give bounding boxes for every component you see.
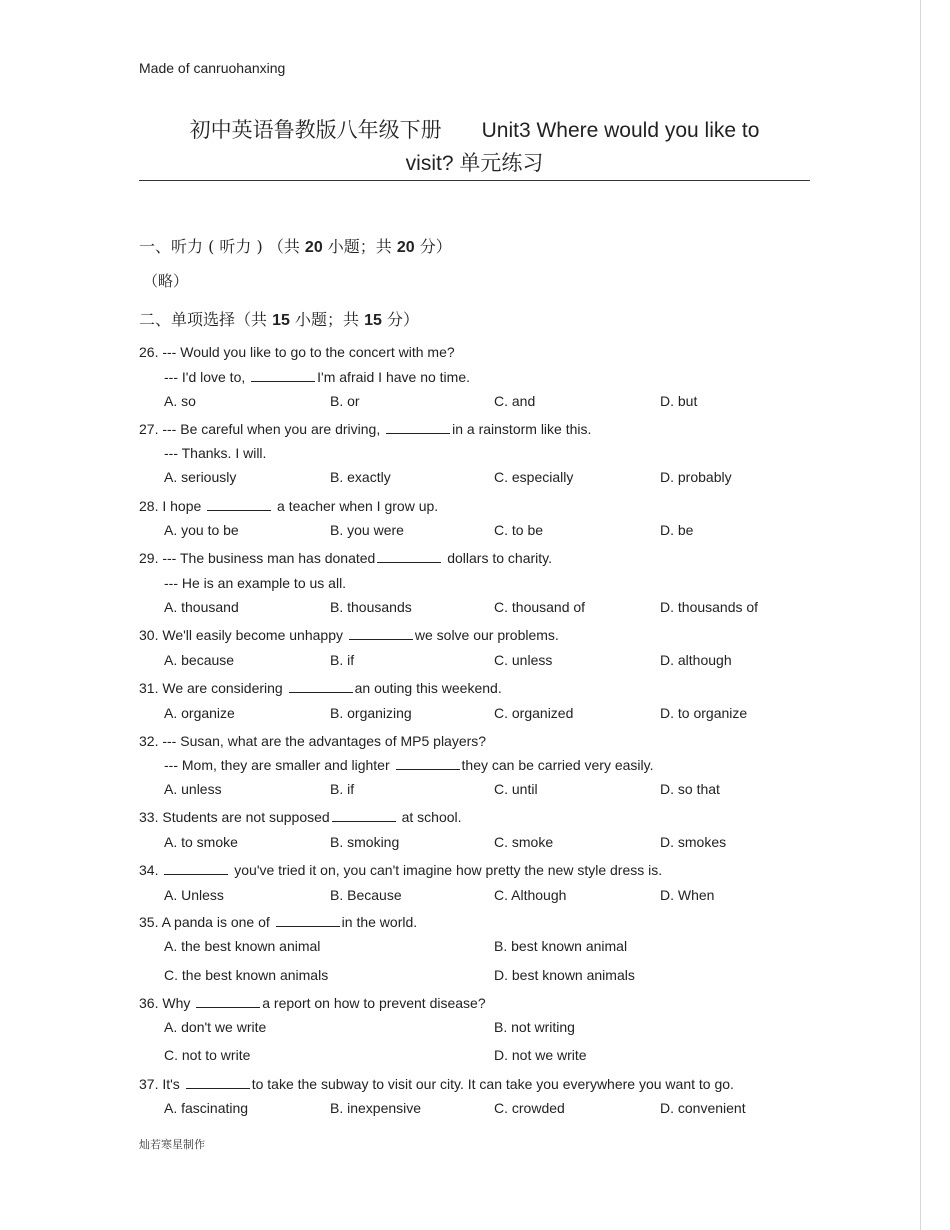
option: B. exactly (330, 469, 391, 485)
option: C. Although (494, 887, 567, 903)
answer-blank (276, 914, 340, 927)
title-en: Unit3 Where would you like to (481, 119, 760, 142)
option: A. to smoke (164, 834, 238, 850)
question-35: 35. A panda is one of in the world. (139, 914, 418, 930)
option: B. inexpensive (330, 1100, 422, 1116)
answer-blank (396, 757, 460, 770)
option: B. or (330, 393, 360, 409)
option: B. if (330, 652, 355, 668)
title-line2: visit? 单元练习 (405, 152, 544, 175)
question-37: 37. It's to take the subway to visit our city. It can take you everywhere you want to go. (139, 1076, 734, 1092)
option: D. convenient (660, 1100, 746, 1116)
page-edge (920, 0, 921, 1230)
option: A. because (164, 652, 235, 668)
answer-blank (349, 627, 413, 640)
option: A. fascinating (164, 1100, 249, 1116)
option: B. best known animal (494, 938, 628, 954)
question-29: 29. --- The business man has donated dollars to charity. (139, 550, 552, 566)
question-33: 33. Students are not supposed at school. (139, 809, 462, 825)
question-36: 36. Why a report on how to prevent disease? (139, 995, 486, 1011)
question-27-reply: --- Thanks. I will. (164, 445, 267, 461)
question-28: 28. I hope a teacher when I grow up. (139, 498, 439, 514)
section-2-heading: 二、单项选择（共 15 小题；共 15 分） (139, 310, 419, 329)
question-32-reply: --- Mom, they are smaller and lighter they can be carried very easily. (164, 757, 654, 773)
option: B. organizing (330, 705, 412, 721)
question-29-reply: --- He is an example to us all. (164, 575, 347, 591)
option: D. so that (660, 781, 720, 797)
option: A. Unless (164, 887, 224, 903)
question-26-reply: --- I'd love to, I'm afraid I have no time. (164, 369, 471, 385)
option: A. seriously (164, 469, 237, 485)
option: A. so (164, 393, 196, 409)
answer-blank (377, 550, 441, 563)
option: C. especially (494, 469, 574, 485)
answer-blank (251, 369, 315, 382)
answer-blank (207, 498, 271, 511)
option: D. When (660, 887, 715, 903)
option: C. smoke (494, 834, 554, 850)
title-rule (139, 180, 810, 181)
option: D. although (660, 652, 732, 668)
title-cn: 初中英语鲁教版八年级下册 (189, 119, 442, 142)
option: C. crowded (494, 1100, 565, 1116)
option: D. be (660, 522, 694, 538)
question-34: 34. you've tried it on, you can't imagine how pretty the new style dress is. (139, 862, 663, 878)
answer-blank (289, 680, 353, 693)
option: C. not to write (164, 1047, 251, 1063)
option: B. if (330, 781, 355, 797)
answer-blank (196, 995, 260, 1008)
option: B. smoking (330, 834, 400, 850)
option: D. to organize (660, 705, 748, 721)
section-1-heading: 一、听力 ( 听力 ) （共 20 小题；共 20 分） (139, 237, 452, 256)
option: B. thousands (330, 599, 412, 615)
option: B. you were (330, 522, 404, 538)
option: C. and (494, 393, 536, 409)
option: D. but (660, 393, 698, 409)
header-text: Made of canruohanxing (139, 60, 286, 76)
answer-blank (164, 862, 228, 875)
option: B. not writing (494, 1019, 575, 1035)
question-30: 30. We'll easily become unhappy we solve our problems. (139, 627, 559, 643)
option: B. Because (330, 887, 402, 903)
question-27: 27. --- Be careful when you are driving, in a rainstorm like this. (139, 421, 592, 437)
option: C. unless (494, 652, 553, 668)
option: A. the best known animal (164, 938, 321, 954)
option: D. probably (660, 469, 732, 485)
option: D. smokes (660, 834, 727, 850)
page-title (139, 114, 810, 180)
option: D. not we write (494, 1047, 587, 1063)
option: A. unless (164, 781, 222, 797)
option: C. to be (494, 522, 544, 538)
option: A. don't we write (164, 1019, 267, 1035)
question-26: 26. --- Would you like to go to the concert with me? (139, 344, 455, 360)
answer-blank (332, 809, 396, 822)
option: A. thousand (164, 599, 239, 615)
option: D. thousands of (660, 599, 759, 615)
option: C. organized (494, 705, 574, 721)
question-31: 31. We are considering an outing this weekend. (139, 680, 502, 696)
section-1-note: （略） (143, 272, 189, 290)
option: D. best known animals (494, 967, 635, 983)
question-32: 32. --- Susan, what are the advantages of MP5 players? (139, 733, 487, 749)
footer-text: 灿若寒星制作 (139, 1138, 205, 1151)
option: C. thousand of (494, 599, 586, 615)
option: C. until (494, 781, 538, 797)
answer-blank (186, 1076, 250, 1089)
option: C. the best known animals (164, 967, 329, 983)
option: A. organize (164, 705, 235, 721)
answer-blank (386, 421, 450, 434)
option: A. you to be (164, 522, 239, 538)
